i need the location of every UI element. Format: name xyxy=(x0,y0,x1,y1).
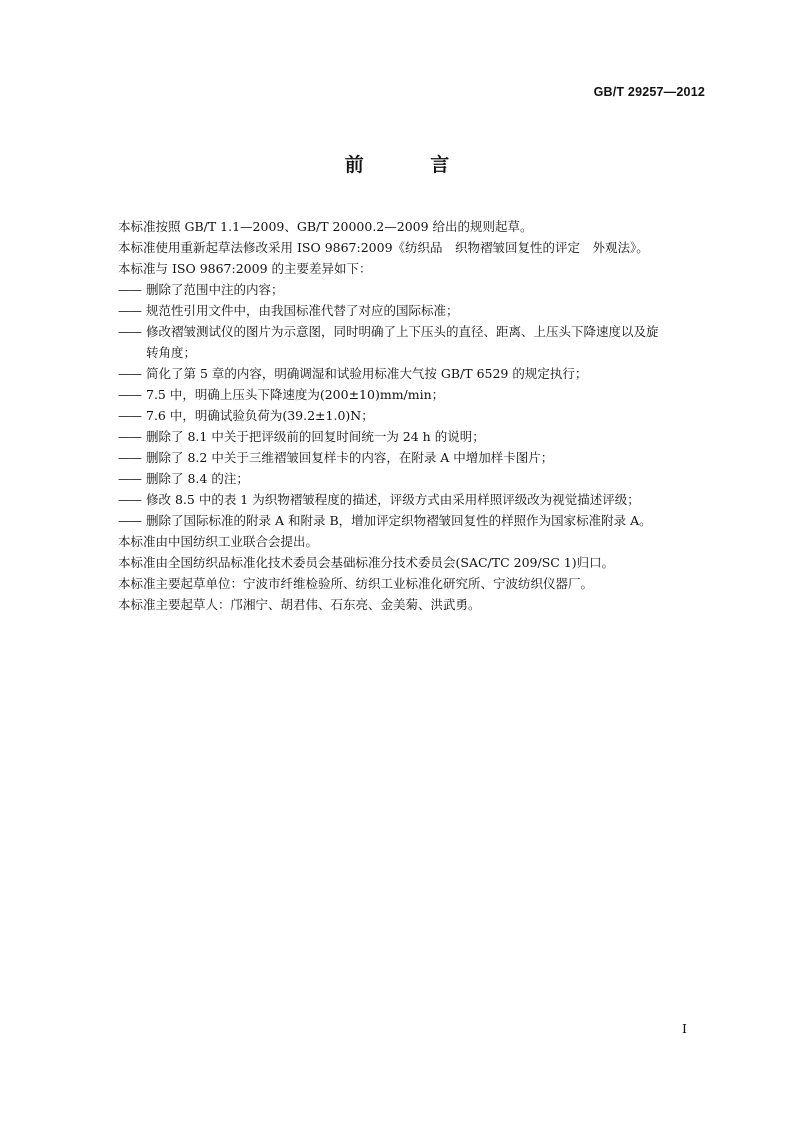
dash-marker: —— xyxy=(118,408,141,423)
difference-item xyxy=(118,384,718,405)
difference-text: 修改 8.5 中的表 1 为织物褶皱程度的描述，评级方式由采用样照评级改为视觉描述评级； xyxy=(146,492,640,507)
paragraph-drafting-rules: 本标准按照 GB/T 1.1—2009、GB/T 20000.2—2009 给出的规则起草。 xyxy=(118,219,533,234)
difference-text: 简化了第 5 章的内容，明确调湿和试验用标准大气按 GB/T 6529 的规定执行； xyxy=(146,366,588,381)
difference-text: 删除了范围中注的内容； xyxy=(146,282,284,297)
dash-marker: —— xyxy=(118,450,141,465)
dash-marker: —— xyxy=(118,513,141,528)
difference-item xyxy=(118,300,718,321)
paragraph-drafters: 本标准主要起草人：邝湘宁、胡君伟、石东亮、金美菊、洪武勇。 xyxy=(118,597,481,612)
difference-item xyxy=(118,321,718,363)
difference-text: 规范性引用文件中，由我国标准代替了对应的国际标准； xyxy=(146,303,459,318)
dash-marker: —— xyxy=(118,303,141,318)
paragraph-adoption: 本标准使用重新起草法修改采用 ISO 9867:2009《纺织品 织物褶皱回复性的评定 外观法》。 xyxy=(118,240,649,255)
page-number: I xyxy=(682,1021,687,1036)
difference-text-continuation: 转角度； xyxy=(146,345,197,360)
difference-item xyxy=(118,279,718,300)
paragraph-drafting-organizations: 本标准主要起草单位：宁波市纤维检验所、纺织工业标准化研究所、宁波纺织仪器厂。 xyxy=(118,576,594,591)
dash-marker: —— xyxy=(118,387,141,402)
difference-text: 删除了 8.1 中关于把评级前的回复时间统一为 24 h 的说明； xyxy=(146,429,485,444)
difference-text: 修改褶皱测试仪的图片为示意图，同时明确了上下压头的直径、距离、上压头下降速度以及旋 xyxy=(146,324,659,339)
page-title: 前 言 xyxy=(344,154,480,176)
dash-marker: —— xyxy=(118,429,141,444)
difference-item xyxy=(118,363,718,384)
standard-code: GB/T 29257—2012 xyxy=(593,85,705,99)
dash-marker: —— xyxy=(118,492,141,507)
dash-marker: —— xyxy=(118,366,141,381)
foreword-body xyxy=(118,216,718,615)
difference-text: 7.6 中，明确试验负荷为(39.2±1.0)N； xyxy=(146,408,374,423)
paragraph-differences-intro: 本标准与 ISO 9867:2009 的主要差异如下： xyxy=(118,261,372,276)
difference-text: 删除了 8.4 的注； xyxy=(146,471,249,486)
paragraph-technical-committee: 本标准由全国纺织品标准化技术委员会基础标准分技术委员会(SAC/TC 209/SC 1)归口。 xyxy=(118,555,615,570)
difference-item xyxy=(118,468,718,489)
difference-item xyxy=(118,405,718,426)
difference-text: 7.5 中，明确上压头下降速度为(200±10)mm/min； xyxy=(146,387,445,402)
paragraph-proposer: 本标准由中国纺织工业联合会提出。 xyxy=(118,534,319,549)
dash-marker: —— xyxy=(118,324,141,339)
difference-item xyxy=(118,447,718,468)
dash-marker: —— xyxy=(118,282,141,297)
difference-text: 删除了国际标准的附录 A 和附录 B，增加评定织物褶皱回复性的样照作为国家标准附录 A。 xyxy=(146,513,652,528)
difference-text: 删除了 8.2 中关于三维褶皱回复样卡的内容，在附录 A 中增加样卡图片； xyxy=(146,450,554,465)
difference-item xyxy=(118,489,718,510)
difference-item xyxy=(118,510,718,531)
dash-marker: —— xyxy=(118,471,141,486)
difference-item xyxy=(118,426,718,447)
